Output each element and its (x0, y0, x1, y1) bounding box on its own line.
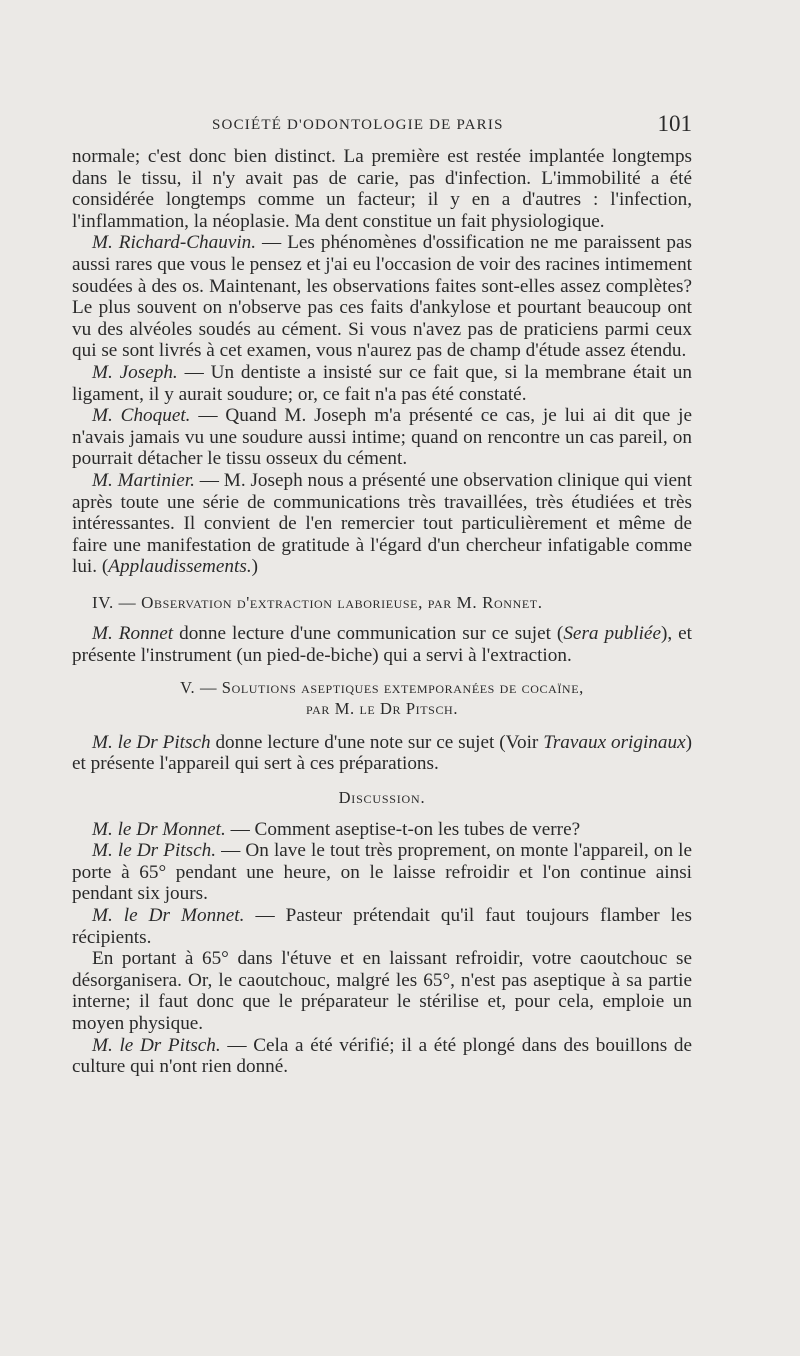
speech-text: — On lave le tout très proprement, on monte l'appareil, on le porte à 65° pendant une heure, on le laisse refroidir et l'on continue ainsi pendant six jours. (72, 840, 692, 905)
section-heading: IV. — Observation d'extraction laborieuse, par M. Ronnet. (92, 592, 543, 612)
speech-text: donne lecture d'une note sur ce sujet (Voir (210, 731, 544, 753)
speaker-name: M. le Dr Pitsch. (92, 840, 217, 862)
paragraph (72, 732, 692, 775)
speaker-name: M. Martinier. (92, 469, 195, 491)
italic-note: Travaux originaux (543, 731, 686, 753)
heading-line: V. — Solutions aseptiques extemporanées de cocaïne, (180, 677, 584, 697)
paragraph: normale; c'est donc bien distinct. La première est restée implantée longtemps dans le tissu, il n'y avait pas de carie, pas d'infection. L'immobilité a été considérée longtemps comme un facteur; il y en a d'autres : l'infection, l'inflammation, la néoplasie. Ma dent constitue un fait physiologique. (72, 146, 692, 232)
speech-text: — Pasteur prétendait qu'il faut toujours flamber les récipients. (72, 905, 692, 948)
paragraph (72, 819, 692, 841)
speaker-name: M. Choquet. (92, 405, 191, 427)
speaker-name: M. le Dr Pitsch (92, 731, 211, 753)
paragraph (72, 470, 692, 578)
speech-text: ) et présente l'appareil qui sert à ces préparations. (72, 731, 692, 775)
section-heading (72, 677, 692, 720)
speaker-name: M. le Dr Monnet. (92, 905, 245, 926)
paragraph (72, 362, 692, 405)
paragraph (72, 623, 692, 666)
speech-text: donne lecture d'une communication sur ce sujet ( (173, 623, 564, 645)
paragraph (72, 1035, 692, 1078)
discussion-heading: Discussion. (338, 788, 426, 808)
speech-text: — Un dentiste a insisté sur ce fait que, si la membrane était un ligament, il y aurait soudure; or, ce fait n'a pas été constaté. (72, 361, 692, 405)
running-header (72, 111, 692, 141)
italic-note: Sera publiée (563, 623, 661, 645)
speech-text: — M. Joseph nous a présenté une observation clinique qui vient après toute une série de communications très travaillées, très étudiées et très intéressantes. Il convient de l'en remercier tout particulièrement et même de faire une manifestation de gratitude à l'égard d'un chercheur infatigable comme lui. ( (72, 469, 692, 578)
page-number: 101 (657, 111, 692, 136)
article-body (72, 146, 692, 1078)
speech-text: — Comment aseptise-t-on les tubes de verre? (225, 818, 581, 840)
paragraph: En portant à 65° dans l'étuve et en laissant refroidir, votre caoutchouc se désorganisera. Or, le caoutchouc, malgré les 65°, n'est pas aseptique à sa partie interne; il faut donc que le préparateur le stérilise et, pour cela, emploie un moyen physique. (72, 948, 692, 1034)
journal-title: SOCIÉTÉ D'ODONTOLOGIE DE PARIS (212, 117, 504, 133)
paragraph (72, 840, 692, 905)
speech-text: — Cela a été vérifié; il a été plongé dans des bouillons de culture qui n'ont rien donné. (72, 1034, 692, 1078)
speaker-name: M. le Dr Pitsch. (92, 1034, 221, 1056)
paragraph (72, 905, 692, 948)
speech-text: ), et présente l'instrument (un pied-de-biche) qui a servi à l'extraction. (72, 623, 692, 667)
speaker-name: M. Richard-Chauvin. (92, 232, 257, 254)
speaker-name: M. Ronnet (92, 623, 174, 645)
speech-text: — Les phénomènes d'ossification ne me paraissent pas aussi rares que vous le pensez et j'ai eu l'occasion de voir des racines intimement soudées à des os. Maintenant, les observations faites sont-elles assez complètes? Le plus souvent on n'observe pas ces faits d'ankylose et pourtant beaucoup ont vu des alvéoles soudés au cément. Si vous n'avez pas de praticiens parmi ceux qui se sont livrés à cet examen, vous n'aurez pas de champ d'étude assez étendu. (72, 232, 692, 362)
heading-line: par M. le Dr Pitsch. (305, 699, 459, 719)
closing-paren: ) (251, 556, 259, 578)
speaker-name: M. le Dr Monnet. (92, 818, 226, 840)
speaker-name: M. Joseph. (92, 361, 178, 383)
applause-note: Applaudissements. (108, 556, 252, 578)
paragraph (72, 232, 692, 362)
paragraph (72, 405, 692, 470)
speech-text: — Quand M. Joseph m'a présenté ce cas, je lui ai dit que je n'avais jamais vu une soudure aussi intime; quand on rencontre un cas pareil, on pourrait détacher le tissu osseux du cément. (72, 405, 692, 470)
